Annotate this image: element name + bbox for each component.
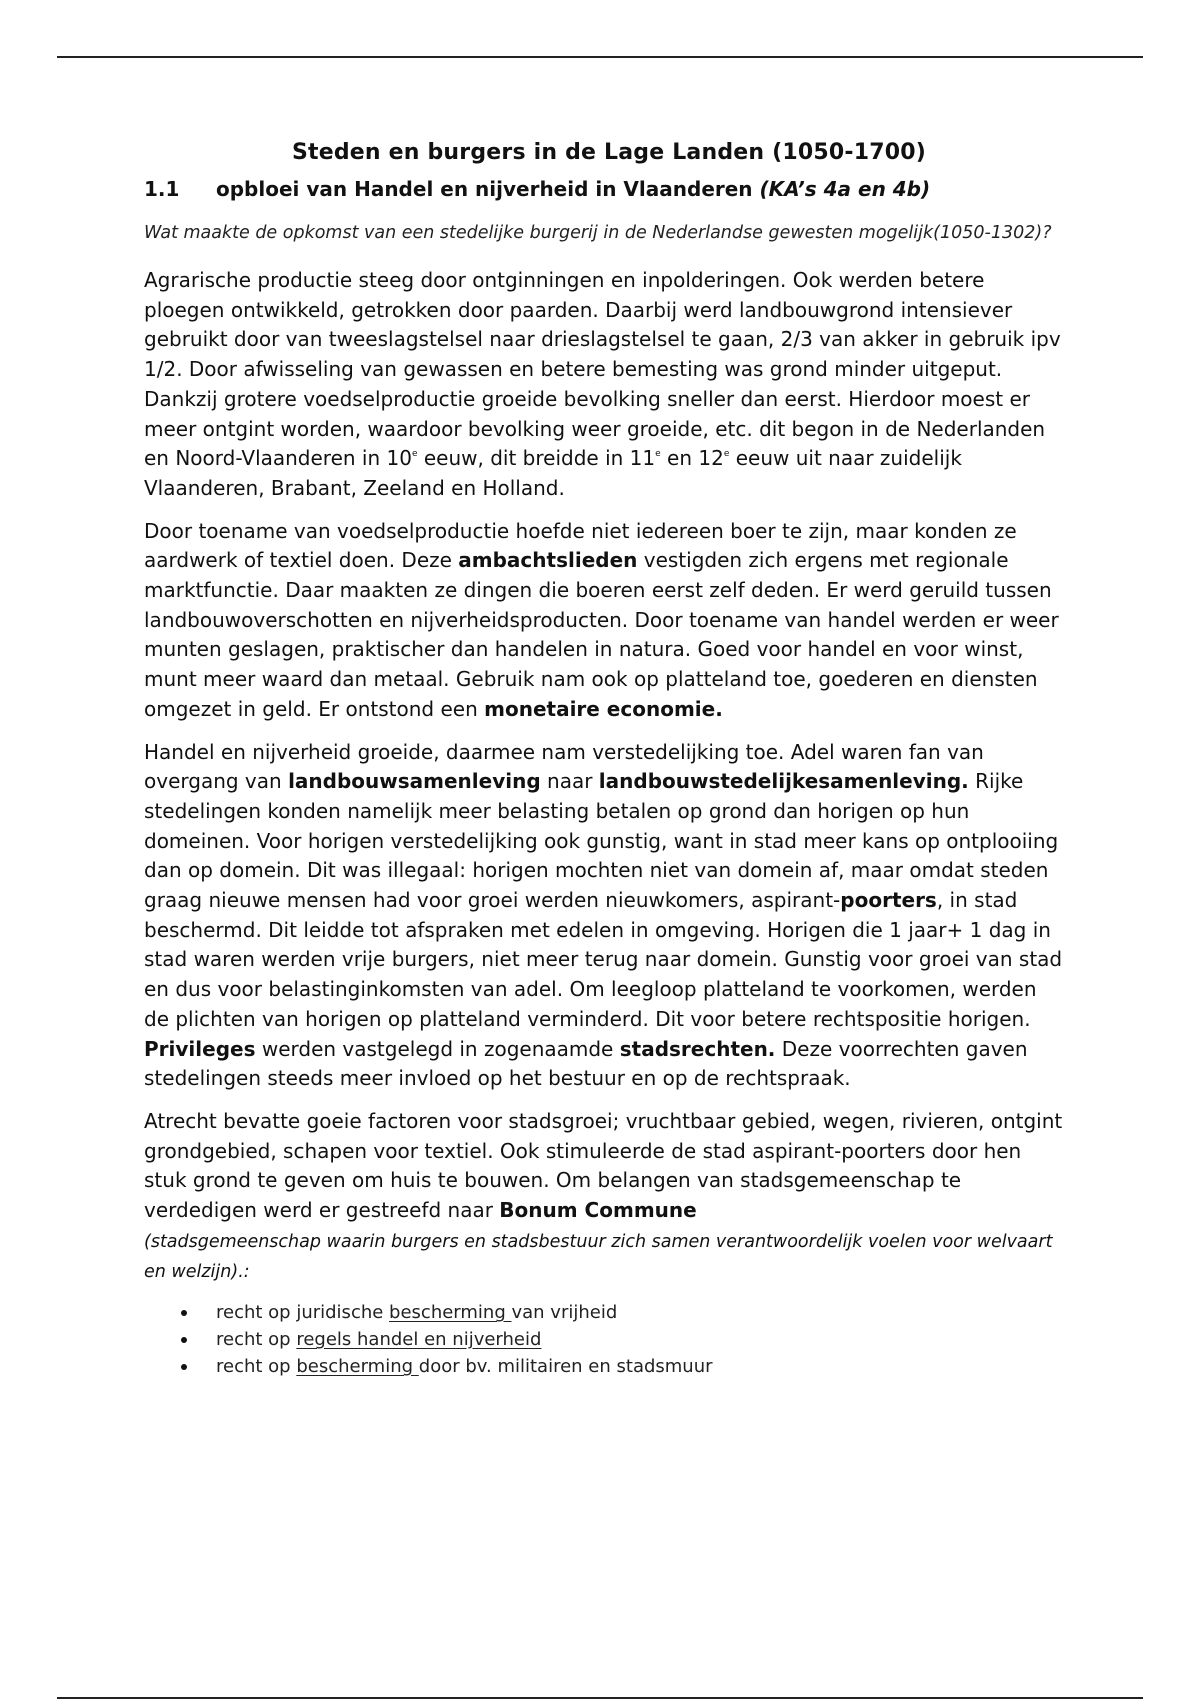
term-privileges: Privileges (144, 1036, 256, 1061)
document-title: Steden en burgers in de Lage Landen (1050-1700) (291, 140, 927, 165)
section-heading (144, 177, 1064, 201)
section-ka: (KA’s 4a en 4b) (759, 177, 931, 201)
section-number: 1.1 (144, 177, 180, 201)
term-stadsrechten: stadsrechten. (619, 1036, 776, 1061)
header-rule (57, 56, 1143, 58)
section-title: opbloei van Handel en nijverheid in Vlaanderen (216, 177, 753, 201)
paragraph-urbanization: Handel en nijverheid groeide, daarmee nam verstedelijking toe. Adel waren fan van overgang van landbouwsamenleving naar landbouwstedelijkesamenleving. Rijke stedelingen konden namelijk meer belasting betalen op grond dan horigen op hun domeinen. Voor horigen verstedelijking ook gunstig, want in stad meer kans op ontplooiing dan op domein. Dit was illegaal: horigen mochten niet van domein af, maar omdat steden graag nieuwe mensen had voor groei werden nieuwkomers, aspirant-poorters, in stad beschermd. Dit leidde tot afspraken met edelen in omgeving. Horigen die 1 jaar+ 1 dag in stad waren werden vrije burgers, niet meer terug naar domein. Gunstig voor groei van stad en dus voor belastinginkomsten van adel. Om leegloop platteland te voorkomen, werden de plichten van horigen op platteland verminderd. Dit voor betere rechtspositie horigen. Privileges werden vastgelegd in zogenaamde stadsrechten. Deze voorrechten gaven stedelingen steeds meer invloed op het bestuur en op de rechtspraak. (144, 739, 1063, 1091)
term-landbouwstedelijkesamenleving: landbouwstedelijkesamenleving. (598, 769, 969, 794)
paragraph-craftsmen: Door toename van voedselproductie hoefde niet iedereen boer te zijn, maar konden ze aardwerk of textiel doen. Deze ambachtslieden vestigden zich ergens met regionale marktfunctie. Daar maakten ze dingen die boeren eerst zelf deden. Er werd geruild tussen landbouwoverschotten en nijverheidsproducten. Door toename van handel werden er weer munten geslagen, praktischer dan handelen in natura. Goed voor handel en voor winst, munt meer waard dan metaal. Gebruik nam ook op platteland toe, goederen en diensten omgezet in geld. Er ontstond een monetaire economie. (144, 518, 1059, 721)
bonum-commune-definition: (stadsgemeenschap waarin burgers en stadsbestuur zich samen verantwoordelijk voelen voor welvaart en welzijn) (144, 1231, 1053, 1282)
term-monetaire-economie: monetaire economie. (484, 696, 723, 721)
term-bonum-commune: Bonum Commune (499, 1198, 697, 1223)
paragraph-atrecht: Atrecht bevatte goeie factoren voor stadsgroei; vruchtbaar gebied, wegen, rivieren, ontgint grondgebied, schapen voor textiel. Ook stimuleerde de stad aspirant-poorters door hen stuk grond te geven om huis te bouwen. Om belangen van stadsgemeenschap te verdedigen werd er gestreefd naar Bonum Commune (stadsgemeenschap waarin burgers en stadsbestuur zich samen verantwoordelijk voelen voor welvaart en welzijn).: (144, 1108, 1063, 1282)
list-item: recht op bescherming door bv. militairen en stadsmuur (144, 1353, 1064, 1380)
guiding-question: Wat maakte de opkomst van een stedelijke burgerij in de Nederlandse gewesten mogelijk(1050-1302)? (144, 223, 1052, 243)
list-item: recht op regels handel en nijverheid (144, 1326, 1064, 1353)
rights-list (144, 1299, 1064, 1380)
document-body (144, 140, 1064, 1380)
term-poorters: poorters (840, 888, 937, 913)
term-landbouwsamenleving: landbouwsamenleving (288, 769, 541, 794)
paragraph-agrarian: Agrarische productie steeg door ontginningen en inpolderingen. Ook werden betere ploegen ontwikkeld, getrokken door paarden. Daarbij werd landbouwgrond intensiever gebruikt door van tweeslagstelsel naar drieslagstelsel te gaan, 2/3 van akker in gebruik ipv 1/2. Door afwisseling van gewassen en betere bemesting was grond minder uitgeput. Dankzij grotere voedselproductie groeide bevolking sneller dan eerst. Hierdoor moest er meer ontgint worden, waardoor bevolking weer groeide, etc. dit begon in de Nederlanden en Noord-Vlaanderen in 10e eeuw, dit breidde in 11e en 12e eeuw uit naar zuidelijk Vlaanderen, Brabant, Zeeland en Holland. (144, 268, 1061, 500)
footer-rule (57, 1697, 1143, 1699)
term-ambachtslieden: ambachtslieden (458, 548, 638, 573)
list-item: recht op juridische bescherming van vrijheid (144, 1299, 1064, 1326)
